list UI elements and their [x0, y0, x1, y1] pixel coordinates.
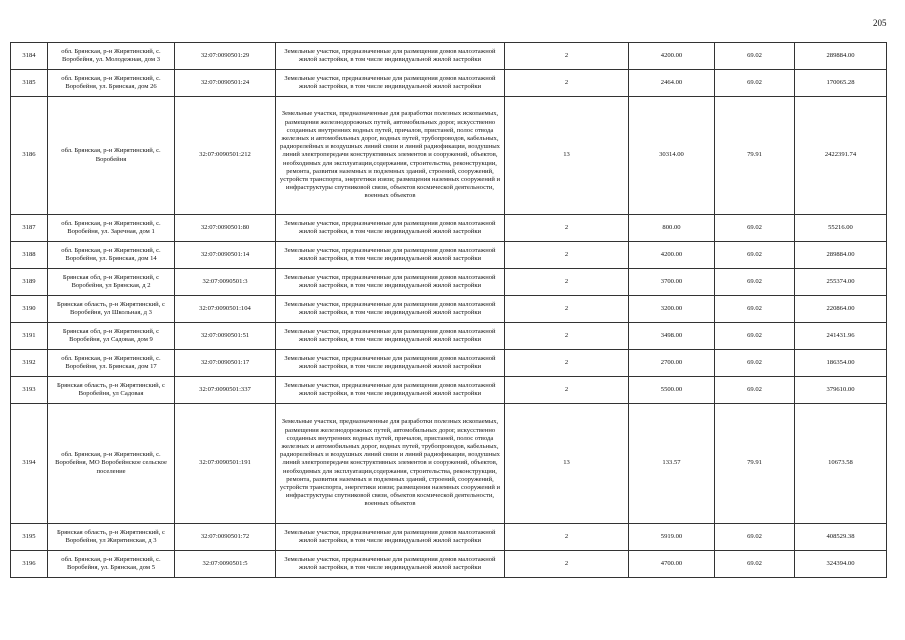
rate-cell: 69.02: [715, 242, 795, 269]
table-row: [11, 404, 887, 524]
address-cell: обл. Брянская, р-н Жирятинский, с. Воробейня, ул. Брянская, дом 26: [48, 70, 175, 97]
table-row: [11, 524, 887, 551]
rate-cell: 69.02: [715, 269, 795, 296]
land-use-cell: Земельные участки, предназначенные для размещения домов малоэтажной жилой застройки, в том числе индивидуальной жилой застройки: [276, 269, 505, 296]
cadastral-value-cell: 408529.38: [795, 524, 887, 551]
row-number: 3195: [11, 524, 48, 551]
rate-cell: 79.91: [715, 404, 795, 524]
rate-cell: 79.91: [715, 97, 795, 215]
table-row: [11, 43, 887, 70]
area-cell: 2464.00: [629, 70, 715, 97]
table-row: [11, 242, 887, 269]
row-number: 3185: [11, 70, 48, 97]
land-use-cell: Земельные участки, предназначенные для размещения домов малоэтажной жилой застройки, в том числе индивидуальной жилой застройки: [276, 551, 505, 578]
category-cell: 2: [505, 323, 629, 350]
area-cell: 3498.00: [629, 323, 715, 350]
category-cell: 2: [505, 43, 629, 70]
category-cell: 2: [505, 269, 629, 296]
rate-cell: 69.02: [715, 215, 795, 242]
cadastral-number-cell: 32:07:0090501:3: [175, 269, 276, 296]
row-number: 3194: [11, 404, 48, 524]
land-use-cell: Земельные участки, предназначенные для размещения домов малоэтажной жилой застройки, в том числе индивидуальной жилой застройки: [276, 242, 505, 269]
table-row: [11, 97, 887, 215]
row-number: 3191: [11, 323, 48, 350]
cadastral-value-cell: 289884.00: [795, 242, 887, 269]
address-cell: обл. Брянская, р-н Жирятинский, с. Воробейня: [48, 97, 175, 215]
row-number: 3189: [11, 269, 48, 296]
category-cell: 2: [505, 70, 629, 97]
address-cell: Брянская область, р-н Жирятинский, с Воробейня, ул Жирятинская, д 3: [48, 524, 175, 551]
land-use-cell: Земельные участки, предназначенные для размещения домов малоэтажной жилой застройки, в том числе индивидуальной жилой застройки: [276, 70, 505, 97]
cadastral-value-cell: 379610.00: [795, 377, 887, 404]
address-cell: Брянская обл, р-н Жирятинский, с Воробейня, ул Садовая, дом 9: [48, 323, 175, 350]
cadastral-number-cell: 32:07:0090501:104: [175, 296, 276, 323]
address-cell: Брянская обл, р-н Жирятинский, с Воробейня, ул Брянская, д 2: [48, 269, 175, 296]
cadastral-value-cell: 186354.00: [795, 350, 887, 377]
land-use-cell: Земельные участки, предназначенные для размещения домов малоэтажной жилой застройки, в том числе индивидуальной жилой застройки: [276, 43, 505, 70]
cadastral-value-cell: 324394.00: [795, 551, 887, 578]
category-cell: 13: [505, 404, 629, 524]
category-cell: 2: [505, 350, 629, 377]
cadastral-value-cell: 10673.58: [795, 404, 887, 524]
category-cell: 2: [505, 551, 629, 578]
land-use-cell: Земельные участки, предназначенные для размещения домов малоэтажной жилой застройки, в том числе индивидуальной жилой застройки: [276, 296, 505, 323]
area-cell: 30314.00: [629, 97, 715, 215]
address-cell: обл. Брянская, р-н Жирятинский, с. Воробейня, ул. Брянская, дом 17: [48, 350, 175, 377]
area-cell: 5919.00: [629, 524, 715, 551]
cadastral-value-cell: 241431.96: [795, 323, 887, 350]
category-cell: 13: [505, 97, 629, 215]
area-cell: 4200.00: [629, 43, 715, 70]
rate-cell: 69.02: [715, 43, 795, 70]
land-use-cell: Земельные участки, предназначенные для разработки полезных ископаемых, размещения железнодорожных путей, автомобильных дорог, искусственно созданных внутренних водных путей, причалов, пристаней, полос отвода железных и автомобильных дорог, водных путей, трубопроводов, кабельных, радиорелейных и воздушных линий связи и линий радиофикации, воздушных линий электропередачи конструктивных элементов и сооружений, объектов, необходимых для эксплуатации,содержания, строительства, реконструкции, ремонта, развития наземных и подземных зданий, строений, сооружений, устройств транспорта, энергетики изязи; размещения наземных сооружений и инфраструктуры спутниковой связи, объектов космической деятельности, военных объектов: [276, 404, 505, 524]
row-number: 3184: [11, 43, 48, 70]
row-number: 3196: [11, 551, 48, 578]
category-cell: 2: [505, 377, 629, 404]
table-row: [11, 377, 887, 404]
table-row: [11, 269, 887, 296]
land-use-cell: Земельные участки, предназначенные для разработки полезных ископаемых, размещения железнодорожных путей, автомобильных дорог, искусственно созданных внутренних водных путей, причалов, пристаней, полос отвода железных и автомобильных дорог, водных путей, трубопроводов, кабельных, радиорелейных и воздушных линий связи и линий радиофикации, воздушных линий электропередачи конструктивных элементов и сооружений, объектов, необходимых для эксплуатации,содержания, строительства, реконструкции, ремонта, развития наземных и подземных зданий, строений, сооружений, устройств транспорта, энергетики изязи; размещения наземных сооружений и инфраструктуры спутниковой связи, объектов космической деятельности, военных объектов: [276, 97, 505, 215]
table-row: [11, 323, 887, 350]
land-plot-table: [10, 42, 887, 578]
cadastral-number-cell: 32:07:0090501:337: [175, 377, 276, 404]
land-use-cell: Земельные участки, предназначенные для размещения домов малоэтажной жилой застройки, в том числе индивидуальной жилой застройки: [276, 377, 505, 404]
address-cell: обл. Брянская, р-н Жирятинский, с. Воробейня, МО Воробейнское сельское поселение: [48, 404, 175, 524]
category-cell: 2: [505, 215, 629, 242]
area-cell: 3700.00: [629, 269, 715, 296]
land-use-cell: Земельные участки, предназначенные для размещения домов малоэтажной жилой застройки, в том числе индивидуальной жилой застройки: [276, 215, 505, 242]
address-cell: Брянская область, р-н Жирятинский, с Воробейня, ул Школьная, д 3: [48, 296, 175, 323]
cadastral-number-cell: 32:07:0090501:80: [175, 215, 276, 242]
address-cell: обл. Брянская, р-н Жирятинский, с. Воробейня, ул. Брянская, дом 14: [48, 242, 175, 269]
cadastral-value-cell: 289884.00: [795, 43, 887, 70]
cadastral-number-cell: 32:07:0090501:191: [175, 404, 276, 524]
land-use-cell: Земельные участки, предназначенные для размещения домов малоэтажной жилой застройки, в том числе индивидуальной жилой застройки: [276, 524, 505, 551]
cadastral-value-cell: 255374.00: [795, 269, 887, 296]
area-cell: 133.57: [629, 404, 715, 524]
row-number: 3190: [11, 296, 48, 323]
land-use-cell: Земельные участки, предназначенные для размещения домов малоэтажной жилой застройки, в том числе индивидуальной жилой застройки: [276, 350, 505, 377]
rate-cell: 69.02: [715, 524, 795, 551]
address-cell: обл. Брянская, р-н Жирятинский, с. Воробейня, ул. Заречная, дом 1: [48, 215, 175, 242]
rate-cell: 69.02: [715, 70, 795, 97]
cadastral-number-cell: 32:07:0090501:5: [175, 551, 276, 578]
table-row: [11, 215, 887, 242]
cadastral-value-cell: 170065.28: [795, 70, 887, 97]
category-cell: 2: [505, 296, 629, 323]
cadastral-number-cell: 32:07:0090501:72: [175, 524, 276, 551]
area-cell: 800.00: [629, 215, 715, 242]
address-cell: обл. Брянская, р-н Жирятинский, с. Воробейня, ул. Молодежная, дом 3: [48, 43, 175, 70]
land-use-cell: Земельные участки, предназначенные для размещения домов малоэтажной жилой застройки, в том числе индивидуальной жилой застройки: [276, 323, 505, 350]
category-cell: 2: [505, 524, 629, 551]
row-number: 3188: [11, 242, 48, 269]
area-cell: 4200.00: [629, 242, 715, 269]
row-number: 3193: [11, 377, 48, 404]
table-row: [11, 551, 887, 578]
row-number: 3187: [11, 215, 48, 242]
area-cell: 5500.00: [629, 377, 715, 404]
row-number: 3192: [11, 350, 48, 377]
rate-cell: 69.02: [715, 551, 795, 578]
area-cell: 3200.00: [629, 296, 715, 323]
cadastral-value-cell: 55216.00: [795, 215, 887, 242]
rate-cell: 69.02: [715, 350, 795, 377]
address-cell: обл. Брянская, р-н Жирятинский, с. Воробейня, ул. Брянская, дом 5: [48, 551, 175, 578]
cadastral-number-cell: 32:07:0090501:17: [175, 350, 276, 377]
cadastral-number-cell: 32:07:0090501:14: [175, 242, 276, 269]
address-cell: Брянская область, р-н Жирятинский, с Воробейня, ул Садовая: [48, 377, 175, 404]
cadastral-number-cell: 32:07:0090501:24: [175, 70, 276, 97]
area-cell: 2700.00: [629, 350, 715, 377]
table-row: [11, 70, 887, 97]
category-cell: 2: [505, 242, 629, 269]
rate-cell: 69.02: [715, 296, 795, 323]
cadastral-value-cell: 220864.00: [795, 296, 887, 323]
cadastral-value-cell: 2422391.74: [795, 97, 887, 215]
table-row: [11, 350, 887, 377]
area-cell: 4700.00: [629, 551, 715, 578]
cadastral-number-cell: 32:07:0090501:51: [175, 323, 276, 350]
rate-cell: 69.02: [715, 377, 795, 404]
table-row: [11, 296, 887, 323]
cadastral-number-cell: 32:07:0090501:212: [175, 97, 276, 215]
cadastral-number-cell: 32:07:0090501:29: [175, 43, 276, 70]
rate-cell: 69.02: [715, 323, 795, 350]
row-number: 3186: [11, 97, 48, 215]
page-number: 205: [873, 18, 887, 28]
